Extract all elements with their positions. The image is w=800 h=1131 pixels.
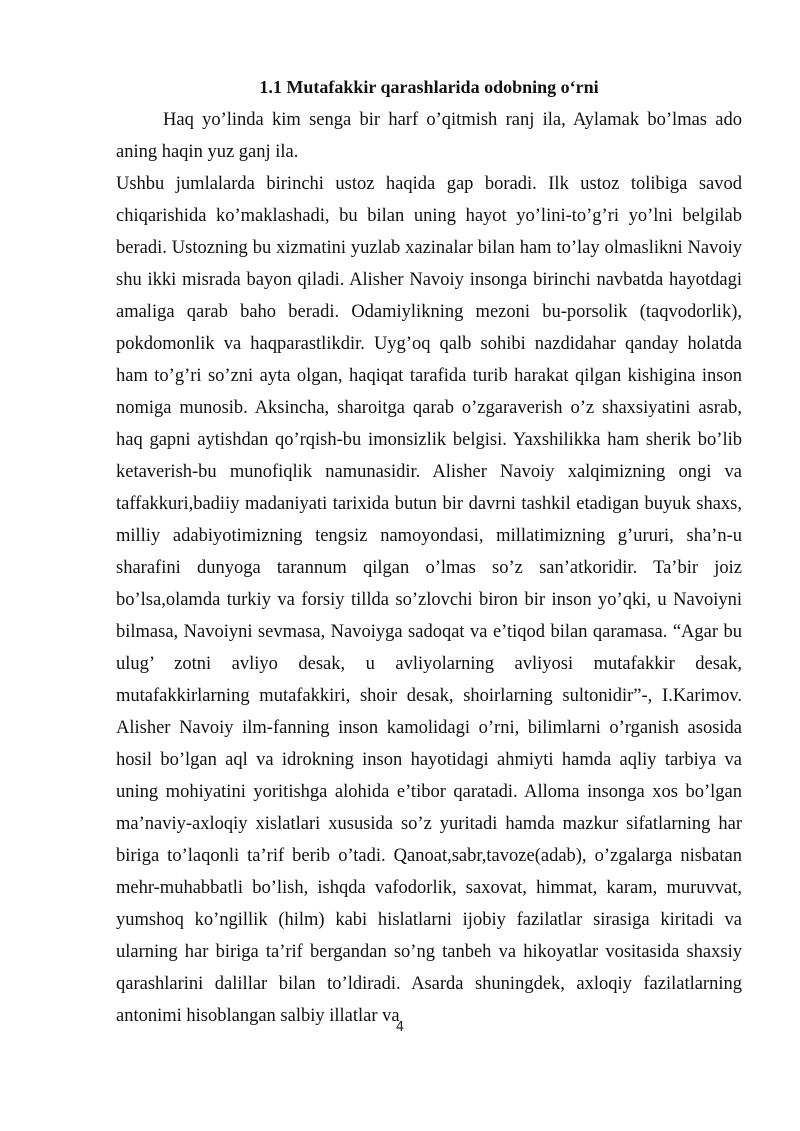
document-page xyxy=(116,72,742,1032)
page-number: 4 xyxy=(395,1020,405,1035)
body-paragraph: Ushbu jumlalarda birinchi ustoz haqida gap boradi. Ilk ustoz tolibiga savod chiqarishida ko’maklashadi, bu bilan uning hayot yo’lini-to’g’ri yo’lni belgilab beradi. Ustozning bu xizmatini yuzlab xazinalar bilan ham to’lay olmaslikni Navoiy shu ikki misrada bayon qiladi. Alisher Navoiy insonga birinchi navbatda hayotdagi amaliga qarab baho beradi. Odamiylikning mezoni bu-porsolik (taqvodorlik), pokdomonlik va haqparastlikdir. Uyg’oq qalb sohibi nazdidahar qanday holatda ham to’g’ri so’zni ayta olgan, haqiqat tarafida turib harakat qilgan kishigina inson nomiga munosib. Aksincha, sharoitga qarab o’zgaraverish o’z shaxsiyatini asrab, haq gapni aytishdan qo’rqish-bu imonsizlik belgisi. Yaxshilikka ham sherik bo’lib ketaverish-bu munofiqlik namunasidir. Alisher Navoiy xalqimizning ongi va taffakkuri,badiiy madaniyati tarixida butun bir davrni tashkil etadigan buyuk shaxs, milliy adabiyotimizning tengsiz namoyondasi, millatimizning g’ururi, sha’n-u sharafini dunyoga tarannum qilgan o’lmas so’z san’atkoridir. Ta’bir joiz bo’lsa,olamda turkiy va forsiy tillda so’zlovchi biron bir inson yo’qki, u Navoiyni bilmasa, Navoiyni sevmasa, Navoiyga sadoqat va e’tiqod bilan qaramasa. “Agar bu ulug’ zotni avliyo desak, u avliyolarning avliyosi mutafakkir desak, mutafakkirlarning mutafakkiri, shoir desak, shoirlarning sultonidir”-, I.Karimov. Alisher Navoiy ilm-fanning inson kamolidagi o’rni, bilimlarni o’rganish asosida hosil bo’lgan aql va idrokning inson hayotidagi ahmiyti hamda aqliy tarbiya va uning mohiyatini yoritishga alohida e’tibor qaratadi. Alloma insonga xos bo’lgan ma’naviy-axloqiy xislatlari xususida so’z yuritadi hamda mazkur sifatlarning har biriga to’laqonli ta’rif berib o’tadi. Qanoat,sabr,tavoze(adab), o’zgalarga nisbatan mehr-muhabbatli bo’lish, ishqda vafodorlik, saxovat, himmat, karam, muruvvat, yumshoq ko’ngillik (hilm) kabi hislatlarni ijobiy fazilatlar sirasiga kiritadi va ularning har biriga ta’rif bergandan so’ng tanbeh va hikoyatlar vositasida shaxsiy qarashlarini dalillar bilan to’ldiradi. Asarda shuningdek, axloqiy fazilatlarning antonimi hisoblangan salbiy illatlar va xyxy=(116,174,742,1026)
epigraph-paragraph: Haq yo’linda kim senga bir harf o’qitmish ranj ila, Aylamak bo’lmas ado aning haqin yuz ganj ila. xyxy=(116,110,742,162)
section-heading: 1.1 Mutafakkir qarashlarida odobning oʻrni xyxy=(259,77,599,97)
